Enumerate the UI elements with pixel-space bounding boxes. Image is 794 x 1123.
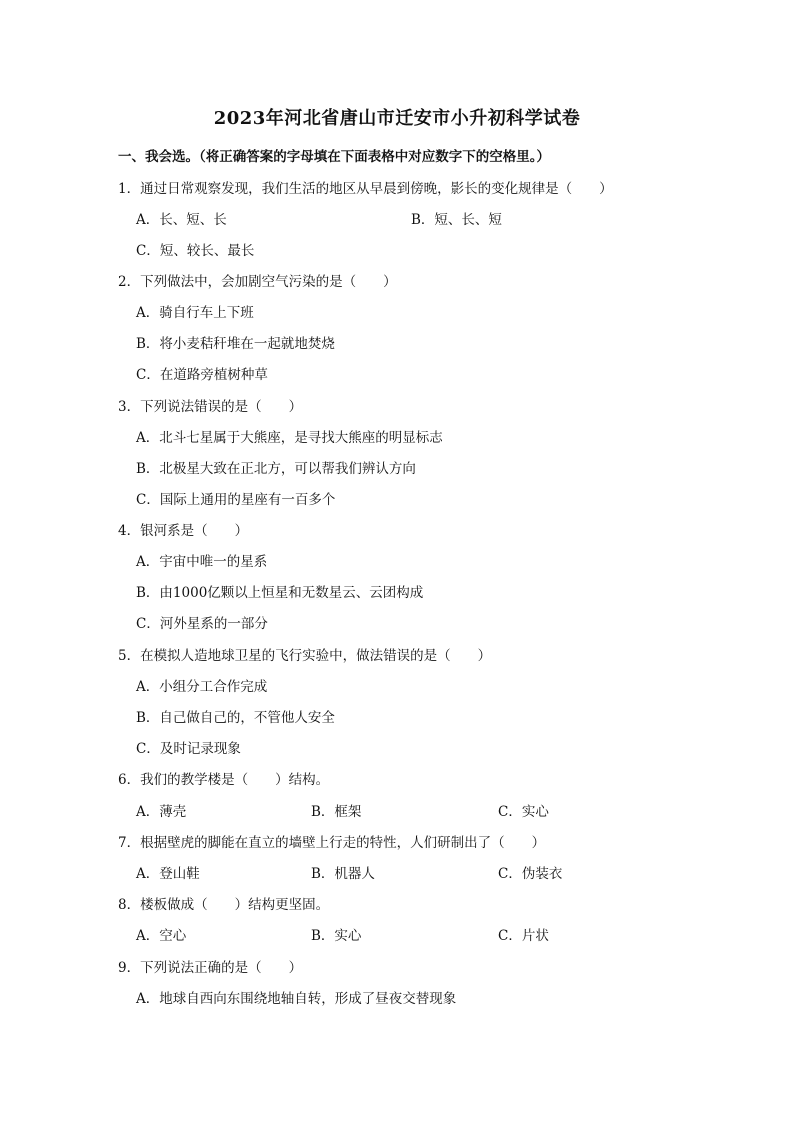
option-c: C．在道路旁植树种草 <box>136 367 268 383</box>
option-c: C．国际上通用的星座有一百多个 <box>136 492 336 508</box>
question-stem: 5．在模拟人造地球卫星的飞行实验中，做法错误的是（ ） <box>118 648 492 664</box>
option-c: C．短、较长、最长 <box>136 243 255 259</box>
option-b: B．机器人 <box>311 866 375 882</box>
section-heading: 一、我会选。（将正确答案的字母填在下面表格中对应数字下的空格里。） <box>118 149 550 165</box>
option-b: B．短、长、短 <box>411 212 502 228</box>
option-b: B．框架 <box>311 804 362 820</box>
option-c: C．片状 <box>498 928 549 944</box>
option-c: C．伪装衣 <box>498 866 563 882</box>
option-a: A．空心 <box>136 928 187 944</box>
question-stem: 4．银河系是（ ） <box>118 523 249 539</box>
option-a: A．宇宙中唯一的星系 <box>136 554 268 570</box>
option-c: C．及时记录现象 <box>136 741 241 757</box>
question-stem: 9．下列说法正确的是（ ） <box>118 960 303 976</box>
option-b: B．北极星大致在正北方，可以帮我们辨认方向 <box>136 461 416 477</box>
option-a: A．骑自行车上下班 <box>136 305 254 321</box>
question-stem: 7．根据壁虎的脚能在直立的墙壁上行走的特性，人们研制出了（ ） <box>118 835 546 851</box>
option-b: B．将小麦秸秆堆在一起就地焚烧 <box>136 336 335 352</box>
question-stem: 3．下列说法错误的是（ ） <box>118 399 303 415</box>
option-a: A．北斗七星属于大熊座，是寻找大熊座的明显标志 <box>136 430 443 446</box>
option-b: B．由1000亿颗以上恒星和无数星云、云团构成 <box>136 585 424 601</box>
option-b: B．实心 <box>311 928 362 944</box>
option-a: A．地球自西向东围绕地轴自转，形成了昼夜交替现象 <box>136 991 457 1007</box>
option-a: A．小组分工合作完成 <box>136 679 268 695</box>
page-title: 2023年河北省唐山市迁安市小升初科学试卷 <box>213 108 581 129</box>
option-a: A．长、短、长 <box>136 212 227 228</box>
option-c: C．河外星系的一部分 <box>136 616 268 632</box>
option-a: A．薄壳 <box>136 804 187 820</box>
question-stem: 1．通过日常观察发现，我们生活的地区从早晨到傍晚，影长的变化规律是（ ） <box>118 181 613 197</box>
option-c: C．实心 <box>498 804 549 820</box>
question-stem: 6．我们的教学楼是（ ）结构。 <box>118 772 330 788</box>
option-b: B．自己做自己的，不管他人安全 <box>136 710 335 726</box>
option-a: A．登山鞋 <box>136 866 200 882</box>
question-stem: 2．下列做法中，会加剧空气污染的是（ ） <box>118 274 397 290</box>
question-stem: 8．楼板做成（ ）结构更坚固。 <box>118 897 330 913</box>
